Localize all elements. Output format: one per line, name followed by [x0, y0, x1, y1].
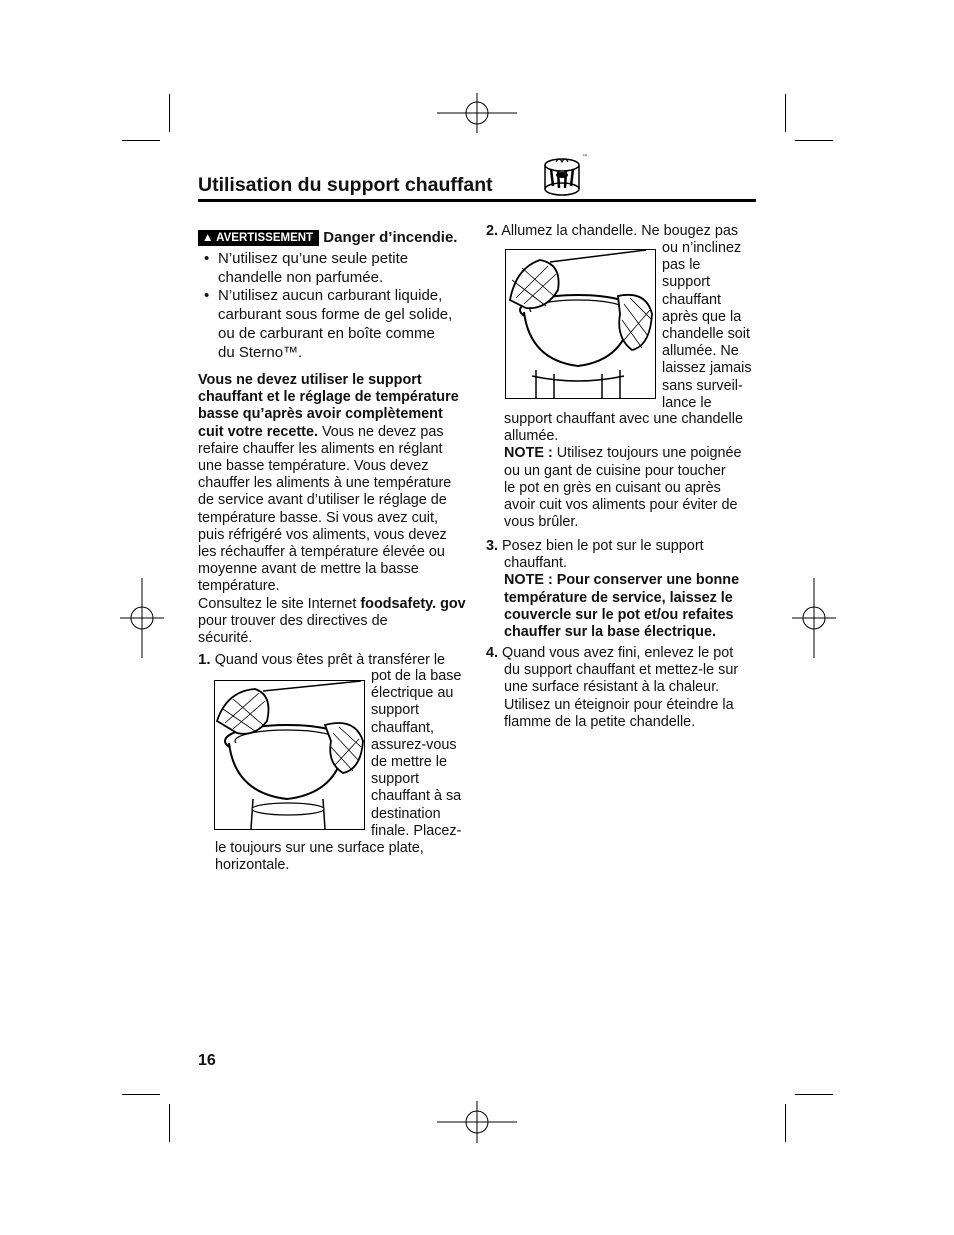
warning-triangle-icon: ▲ — [202, 232, 214, 244]
step-2-wrapped-text — [662, 240, 752, 412]
step-text: laissez jamais — [662, 360, 752, 377]
step-number: 1. — [198, 651, 211, 668]
step-text: Posez bien le pot sur le support — [502, 538, 704, 554]
warming-stand-icon — [540, 153, 590, 197]
note-text: avoir cuit vos aliments pour éviter de — [504, 497, 738, 514]
intro-bold: chauffant et le réglage de température — [198, 389, 459, 406]
page-number: 16 — [198, 1052, 216, 1069]
warning-block — [198, 229, 473, 363]
warning-bullet-line: • N’utilisez aucun carburant liquide, — [218, 287, 443, 305]
step-text: Allumez la chandelle. Ne bougez pas — [501, 223, 739, 239]
registration-mark-top — [437, 93, 517, 135]
step-text: du support chauffant et mettez-le sur — [504, 662, 739, 679]
note-label: NOTE : — [504, 445, 553, 462]
page-title: Utilisation du support chauffant — [198, 174, 493, 196]
intro-text: de service avant d’utiliser le réglage de — [198, 492, 447, 509]
intro-text: refaire chauffer les aliments en réglant — [198, 440, 443, 457]
intro-bold: basse qu’après avoir complètement — [198, 406, 443, 423]
step-text: allumée. Ne — [662, 343, 739, 360]
consult-text: sécurité. — [198, 630, 253, 647]
step-text: flamme de la petite chandelle. — [504, 713, 696, 730]
step-2-first-line — [486, 223, 738, 240]
step-text: pas le — [662, 257, 701, 274]
warning-badge-label: AVERTISSEMENT — [216, 232, 314, 244]
warning-heading: Danger d’incendie. — [323, 229, 458, 246]
step-2-tail-text — [504, 411, 743, 531]
step-text: lance le — [662, 394, 712, 411]
step-text: support — [371, 771, 419, 788]
step-text: une surface résistant à la chaleur. — [504, 679, 720, 696]
intro-text: Vous ne devez pas — [317, 423, 444, 440]
note-text: chauffer sur la base électrique. — [504, 624, 716, 641]
intro-paragraph — [198, 372, 473, 647]
step-1-illustration — [214, 680, 365, 830]
step-text: Utilisez un éteignoir pour éteindre la — [504, 696, 734, 713]
registration-mark-bottom — [437, 1101, 517, 1143]
step-2-illustration — [505, 249, 656, 399]
warning-bullet-line: ou de carburant en boîte comme — [218, 324, 435, 342]
step-text: sans surveil- — [662, 377, 743, 394]
note-text: couvercle sur le pot et/ou refaites — [504, 606, 734, 623]
step-text: allumée. — [504, 428, 559, 445]
note-text: NOTE : Pour conserver une bonne — [504, 572, 740, 589]
step-text: Quand vous avez fini, enlevez le pot — [502, 645, 734, 661]
intro-bold: Vous ne devez utiliser le support — [198, 372, 422, 388]
step-text: assurez-vous — [371, 736, 457, 753]
step-text: chauffant. — [504, 555, 567, 572]
intro-text: les réchauffer à température élevée ou — [198, 544, 445, 561]
intro-text: température. — [198, 578, 280, 595]
step-text: support — [371, 702, 419, 719]
warning-badge — [198, 230, 319, 246]
consult-text: Consultez le site Internet — [198, 595, 361, 612]
step-text: destination — [371, 805, 441, 822]
step-text: chauffant — [662, 291, 721, 308]
consult-text: pour trouver des directives de — [198, 612, 388, 629]
step-1-wrapped-text — [371, 668, 461, 840]
step-text: pot de la base — [371, 668, 462, 684]
registration-mark-left — [120, 578, 164, 658]
step-text: chauffant, — [371, 719, 434, 736]
note-text: Utilisez toujours une poignée — [552, 445, 742, 462]
intro-text: chauffer les aliments à une température — [198, 475, 452, 492]
warning-bullet — [198, 287, 473, 362]
intro-text: puis réfrigéré vos aliments, vous devez — [198, 526, 447, 543]
step-number: 3. — [486, 538, 499, 554]
note-text: vous brûler. — [504, 514, 579, 531]
warning-bullet — [198, 250, 473, 288]
title-rule — [198, 199, 756, 202]
registration-mark-right — [792, 578, 836, 658]
step-4 — [486, 645, 738, 731]
step-text: support — [662, 274, 710, 291]
step-text: après que la — [662, 308, 742, 325]
step-text: ou n’inclinez — [662, 240, 742, 256]
svg-text:™: ™ — [582, 154, 588, 161]
warning-bullet-line: carburant sous forme de gel solide, — [218, 306, 453, 324]
step-3 — [486, 538, 739, 641]
step-text: finale. Placez- — [371, 822, 462, 839]
step-1-tail-text — [215, 840, 424, 874]
warning-bullet-line: chandelle non parfumée. — [218, 268, 384, 286]
step-1-first-line — [198, 651, 445, 670]
intro-text: moyenne avant de mettre la basse — [198, 561, 419, 578]
intro-bold: cuit votre recette. — [198, 423, 318, 440]
intro-text: une basse température. Vous devez — [198, 458, 429, 475]
step-number: 2. — [486, 223, 499, 239]
note-text: le pot en grès en cuisant ou après — [504, 479, 721, 496]
intro-text: température basse. Si vous avez cuit, — [198, 509, 438, 526]
note-text: ou un gant de cuisine pour toucher — [504, 462, 726, 479]
foodsafety-link[interactable]: foodsafety. gov — [360, 595, 466, 612]
step-text: support chauffant avec une chandelle — [504, 411, 743, 427]
step-text: électrique au — [371, 685, 454, 702]
step-number: 4. — [486, 645, 499, 661]
warning-bullet-line: • N’utilisez qu’une seule petite — [218, 249, 409, 267]
step-text: chauffant à sa — [371, 788, 462, 805]
warning-bullet-line: du Sterno™. — [218, 343, 303, 361]
step-text: le toujours sur une surface plate, — [215, 840, 424, 856]
step-text: Quand vous êtes prêt à transférer le — [214, 652, 446, 668]
note-text: température de service, laissez le — [504, 589, 733, 606]
step-text: chandelle soit — [662, 326, 751, 343]
step-text: horizontale. — [215, 857, 290, 874]
step-text: de mettre le — [371, 754, 447, 771]
